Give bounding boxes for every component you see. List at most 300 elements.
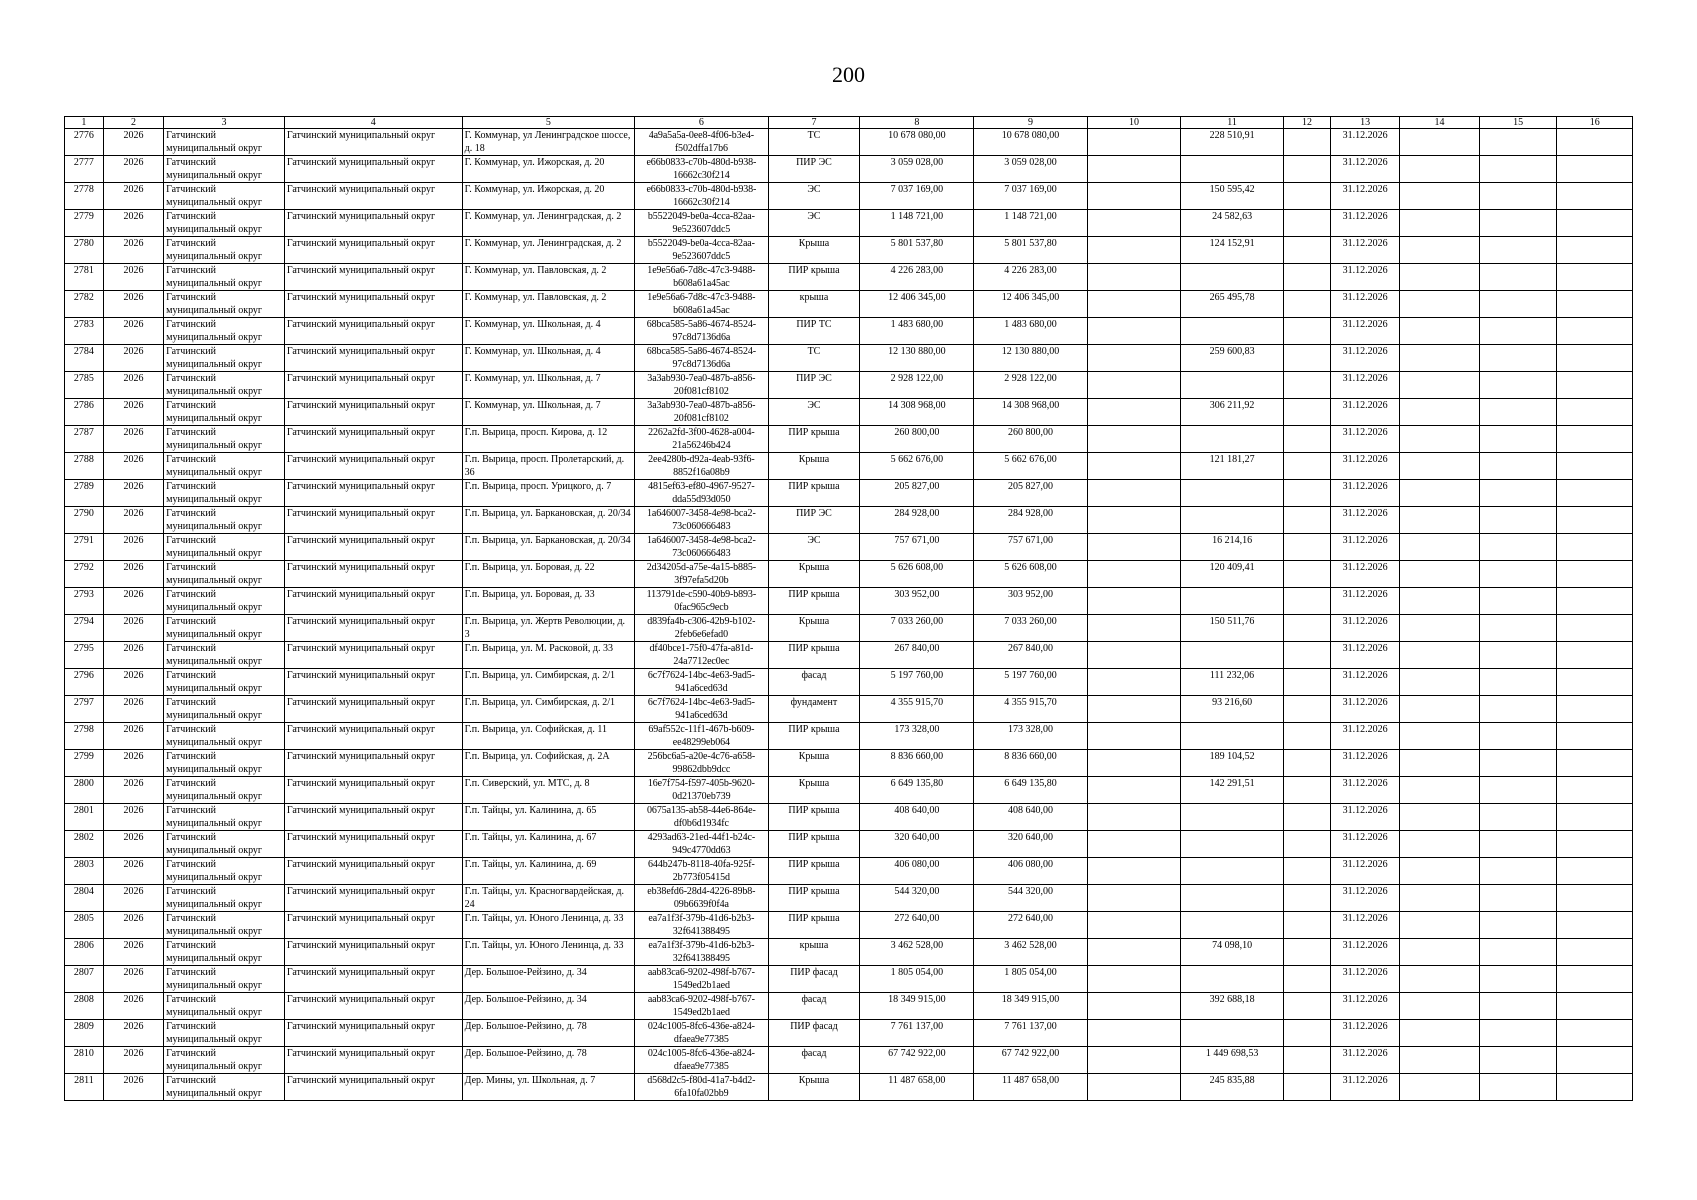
house-id-cell: 16e7f754-f597-405b-9620-0d21370eb739 xyxy=(635,777,769,804)
contribution-cell: 121 181,27 xyxy=(1181,453,1283,480)
cost-cell: 5 801 537,80 xyxy=(860,237,974,264)
row-number: 2811 xyxy=(65,1074,104,1101)
col10-cell xyxy=(1087,561,1181,588)
col15-cell xyxy=(1479,237,1557,264)
work-type-cell: фасад xyxy=(768,993,860,1020)
col16-cell xyxy=(1557,561,1633,588)
deadline-cell: 31.12.2026 xyxy=(1331,777,1400,804)
col16-cell xyxy=(1557,993,1633,1020)
municipality-cell: Гатчинский муниципальный округ xyxy=(164,1020,285,1047)
col10-cell xyxy=(1087,939,1181,966)
col10-cell xyxy=(1087,399,1181,426)
work-type-cell: ПИР ЭС xyxy=(768,372,860,399)
deadline-cell: 31.12.2026 xyxy=(1331,210,1400,237)
col16-cell xyxy=(1557,345,1633,372)
col10-cell xyxy=(1087,129,1181,156)
table-row xyxy=(65,912,1633,939)
deadline-cell: 31.12.2026 xyxy=(1331,129,1400,156)
work-type-cell: ПИР крыша xyxy=(768,858,860,885)
address-cell: Г. Коммунар, ул. Школьная, д. 4 xyxy=(462,345,634,372)
deadline-cell: 31.12.2026 xyxy=(1331,831,1400,858)
col14-cell xyxy=(1400,750,1480,777)
table-row xyxy=(65,804,1633,831)
col16-cell xyxy=(1557,183,1633,210)
work-type-cell: ПИР ТС xyxy=(768,318,860,345)
deadline-cell: 31.12.2026 xyxy=(1331,588,1400,615)
municipal-district-cell: Гатчинский муниципальный округ xyxy=(284,831,462,858)
address-cell: Г. Коммунар, ул. Павловская, д. 2 xyxy=(462,291,634,318)
col15-cell xyxy=(1479,453,1557,480)
deadline-cell: 31.12.2026 xyxy=(1331,804,1400,831)
address-cell: Г.п. Тайцы, ул. Калинина, д. 65 xyxy=(462,804,634,831)
col16-cell xyxy=(1557,210,1633,237)
row-number: 2793 xyxy=(65,588,104,615)
address-cell: Г.п. Вырица, ул. Софийская, д. 2А xyxy=(462,750,634,777)
year-cell: 2026 xyxy=(103,804,163,831)
col12-cell xyxy=(1283,750,1330,777)
col16-cell xyxy=(1557,453,1633,480)
column-number-header: 16 xyxy=(1557,117,1633,129)
house-id-cell: 3a3ab930-7ea0-487b-a856-20f081cf8102 xyxy=(635,399,769,426)
table-row xyxy=(65,561,1633,588)
table-row xyxy=(65,1020,1633,1047)
table-row xyxy=(65,345,1633,372)
work-type-cell: фасад xyxy=(768,1047,860,1074)
deadline-cell: 31.12.2026 xyxy=(1331,966,1400,993)
column-number-header: 6 xyxy=(635,117,769,129)
row-number: 2800 xyxy=(65,777,104,804)
contribution-cell xyxy=(1181,966,1283,993)
municipality-cell: Гатчинский муниципальный округ xyxy=(164,426,285,453)
house-id-cell: 024c1005-8fc6-436e-a824-dfaea9e77385 xyxy=(635,1047,769,1074)
work-type-cell: Крыша xyxy=(768,561,860,588)
col12-cell xyxy=(1283,588,1330,615)
year-cell: 2026 xyxy=(103,912,163,939)
table-row xyxy=(65,183,1633,210)
house-id-cell: b5522049-be0a-4cca-82aa-9e523607ddc5 xyxy=(635,210,769,237)
total-cost-cell: 5 197 760,00 xyxy=(974,669,1087,696)
house-id-cell: 1a646007-3458-4e98-bca2-73c060666483 xyxy=(635,534,769,561)
municipal-district-cell: Гатчинский муниципальный округ xyxy=(284,237,462,264)
row-number: 2806 xyxy=(65,939,104,966)
address-cell: Г.п. Вырица, просп. Пролетарский, д. 36 xyxy=(462,453,634,480)
row-number: 2799 xyxy=(65,750,104,777)
house-id-cell: ea7a1f3f-379b-41d6-b2b3-32f641388495 xyxy=(635,912,769,939)
col16-cell xyxy=(1557,372,1633,399)
municipality-cell: Гатчинский муниципальный округ xyxy=(164,858,285,885)
municipality-cell: Гатчинский муниципальный округ xyxy=(164,777,285,804)
col15-cell xyxy=(1479,804,1557,831)
total-cost-cell: 3 462 528,00 xyxy=(974,939,1087,966)
address-cell: Г. Коммунар, ул. Ленинградская, д. 2 xyxy=(462,237,634,264)
municipal-district-cell: Гатчинский муниципальный округ xyxy=(284,345,462,372)
contribution-cell xyxy=(1181,723,1283,750)
address-cell: Г. Коммунар, ул Ленинградское шоссе, д. 18 xyxy=(462,129,634,156)
work-type-cell: Крыша xyxy=(768,453,860,480)
total-cost-cell: 2 928 122,00 xyxy=(974,372,1087,399)
address-cell: Дер. Большое-Рейзино, д. 78 xyxy=(462,1020,634,1047)
address-cell: Г. Коммунар, ул. Школьная, д. 7 xyxy=(462,372,634,399)
cost-cell: 406 080,00 xyxy=(860,858,974,885)
col14-cell xyxy=(1400,804,1480,831)
contribution-cell xyxy=(1181,912,1283,939)
deadline-cell: 31.12.2026 xyxy=(1331,318,1400,345)
year-cell: 2026 xyxy=(103,750,163,777)
col16-cell xyxy=(1557,1047,1633,1074)
year-cell: 2026 xyxy=(103,615,163,642)
table-row xyxy=(65,885,1633,912)
work-type-cell: ПИР крыша xyxy=(768,264,860,291)
table-row xyxy=(65,723,1633,750)
row-number: 2792 xyxy=(65,561,104,588)
col12-cell xyxy=(1283,993,1330,1020)
house-id-cell: 3a3ab930-7ea0-487b-a856-20f081cf8102 xyxy=(635,372,769,399)
house-id-cell: 1e9e56a6-7d8c-47c3-9488-b608a61a45ac xyxy=(635,291,769,318)
col10-cell xyxy=(1087,237,1181,264)
year-cell: 2026 xyxy=(103,318,163,345)
year-cell: 2026 xyxy=(103,669,163,696)
col12-cell xyxy=(1283,129,1330,156)
col15-cell xyxy=(1479,534,1557,561)
work-type-cell: ПИР крыша xyxy=(768,480,860,507)
deadline-cell: 31.12.2026 xyxy=(1331,561,1400,588)
col10-cell xyxy=(1087,885,1181,912)
row-number: 2807 xyxy=(65,966,104,993)
column-number-header: 5 xyxy=(462,117,634,129)
col16-cell xyxy=(1557,723,1633,750)
row-number: 2797 xyxy=(65,696,104,723)
table-row xyxy=(65,993,1633,1020)
municipal-district-cell: Гатчинский муниципальный округ xyxy=(284,966,462,993)
contribution-cell: 142 291,51 xyxy=(1181,777,1283,804)
year-cell: 2026 xyxy=(103,858,163,885)
deadline-cell: 31.12.2026 xyxy=(1331,669,1400,696)
year-cell: 2026 xyxy=(103,642,163,669)
deadline-cell: 31.12.2026 xyxy=(1331,912,1400,939)
col14-cell xyxy=(1400,831,1480,858)
col16-cell xyxy=(1557,642,1633,669)
column-number-header: 12 xyxy=(1283,117,1330,129)
col15-cell xyxy=(1479,642,1557,669)
column-number-header: 7 xyxy=(768,117,860,129)
total-cost-cell: 303 952,00 xyxy=(974,588,1087,615)
total-cost-cell: 406 080,00 xyxy=(974,858,1087,885)
house-id-cell: 4815ef63-ef80-4967-9527-dda55d93d050 xyxy=(635,480,769,507)
table-row xyxy=(65,480,1633,507)
row-number: 2798 xyxy=(65,723,104,750)
col10-cell xyxy=(1087,750,1181,777)
address-cell: Г.п. Тайцы, ул. Красногвардейская, д. 24 xyxy=(462,885,634,912)
municipality-cell: Гатчинский муниципальный округ xyxy=(164,912,285,939)
col12-cell xyxy=(1283,939,1330,966)
col12-cell xyxy=(1283,372,1330,399)
contribution-cell: 1 449 698,53 xyxy=(1181,1047,1283,1074)
municipality-cell: Гатчинский муниципальный округ xyxy=(164,399,285,426)
address-cell: Г.п. Вырица, ул. Баркановская, д. 20/34 xyxy=(462,534,634,561)
col16-cell xyxy=(1557,777,1633,804)
total-cost-cell: 267 840,00 xyxy=(974,642,1087,669)
total-cost-cell: 6 649 135,80 xyxy=(974,777,1087,804)
row-number: 2782 xyxy=(65,291,104,318)
municipality-cell: Гатчинский муниципальный округ xyxy=(164,129,285,156)
year-cell: 2026 xyxy=(103,183,163,210)
col14-cell xyxy=(1400,858,1480,885)
municipal-district-cell: Гатчинский муниципальный округ xyxy=(284,723,462,750)
table-row xyxy=(65,669,1633,696)
municipal-district-cell: Гатчинский муниципальный округ xyxy=(284,399,462,426)
work-type-cell: ПИР фасад xyxy=(768,1020,860,1047)
municipality-cell: Гатчинский муниципальный округ xyxy=(164,210,285,237)
col10-cell xyxy=(1087,912,1181,939)
house-id-cell: 68bca585-5a86-4674-8524-97c8d7136d6a xyxy=(635,318,769,345)
col16-cell xyxy=(1557,237,1633,264)
work-type-cell: ТС xyxy=(768,129,860,156)
col12-cell xyxy=(1283,1074,1330,1101)
row-number: 2801 xyxy=(65,804,104,831)
col15-cell xyxy=(1479,291,1557,318)
year-cell: 2026 xyxy=(103,156,163,183)
contribution-cell: 392 688,18 xyxy=(1181,993,1283,1020)
work-type-cell: ПИР крыша xyxy=(768,642,860,669)
work-type-cell: Крыша xyxy=(768,237,860,264)
col12-cell xyxy=(1283,210,1330,237)
year-cell: 2026 xyxy=(103,885,163,912)
row-number: 2781 xyxy=(65,264,104,291)
col12-cell xyxy=(1283,183,1330,210)
table-row xyxy=(65,939,1633,966)
house-id-cell: 2262a2fd-3f00-4628-a004-21a56246b424 xyxy=(635,426,769,453)
year-cell: 2026 xyxy=(103,1074,163,1101)
total-cost-cell: 18 349 915,00 xyxy=(974,993,1087,1020)
column-number-header: 3 xyxy=(164,117,285,129)
municipality-cell: Гатчинский муниципальный округ xyxy=(164,615,285,642)
house-id-cell: 024c1005-8fc6-436e-a824-dfaea9e77385 xyxy=(635,1020,769,1047)
col15-cell xyxy=(1479,777,1557,804)
municipality-cell: Гатчинский муниципальный округ xyxy=(164,156,285,183)
row-number: 2779 xyxy=(65,210,104,237)
deadline-cell: 31.12.2026 xyxy=(1331,183,1400,210)
table-row xyxy=(65,696,1633,723)
cost-cell: 5 197 760,00 xyxy=(860,669,974,696)
table-row xyxy=(65,966,1633,993)
total-cost-cell: 7 037 169,00 xyxy=(974,183,1087,210)
col14-cell xyxy=(1400,426,1480,453)
contribution-cell: 120 409,41 xyxy=(1181,561,1283,588)
table-row xyxy=(65,615,1633,642)
deadline-cell: 31.12.2026 xyxy=(1331,480,1400,507)
col10-cell xyxy=(1087,723,1181,750)
address-cell: Г.п. Вырица, ул. Софийская, д. 11 xyxy=(462,723,634,750)
address-cell: Г.п. Вырица, ул. Боровая, д. 33 xyxy=(462,588,634,615)
municipality-cell: Гатчинский муниципальный округ xyxy=(164,588,285,615)
col12-cell xyxy=(1283,831,1330,858)
municipality-cell: Гатчинский муниципальный округ xyxy=(164,750,285,777)
contribution-cell: 124 152,91 xyxy=(1181,237,1283,264)
col16-cell xyxy=(1557,966,1633,993)
col16-cell xyxy=(1557,507,1633,534)
contribution-cell: 150 595,42 xyxy=(1181,183,1283,210)
col16-cell xyxy=(1557,480,1633,507)
municipality-cell: Гатчинский муниципальный округ xyxy=(164,993,285,1020)
col15-cell xyxy=(1479,588,1557,615)
col15-cell xyxy=(1479,912,1557,939)
total-cost-cell: 408 640,00 xyxy=(974,804,1087,831)
year-cell: 2026 xyxy=(103,237,163,264)
cost-cell: 67 742 922,00 xyxy=(860,1047,974,1074)
col10-cell xyxy=(1087,588,1181,615)
col14-cell xyxy=(1400,615,1480,642)
cost-cell: 18 349 915,00 xyxy=(860,993,974,1020)
total-cost-cell: 1 148 721,00 xyxy=(974,210,1087,237)
municipal-district-cell: Гатчинский муниципальный округ xyxy=(284,777,462,804)
col14-cell xyxy=(1400,1074,1480,1101)
row-number: 2805 xyxy=(65,912,104,939)
deadline-cell: 31.12.2026 xyxy=(1331,642,1400,669)
contribution-cell xyxy=(1181,642,1283,669)
cost-cell: 3 462 528,00 xyxy=(860,939,974,966)
row-number: 2808 xyxy=(65,993,104,1020)
work-type-cell: ЭС xyxy=(768,183,860,210)
work-type-cell: ЭС xyxy=(768,210,860,237)
cost-cell: 757 671,00 xyxy=(860,534,974,561)
col10-cell xyxy=(1087,453,1181,480)
work-type-cell: ПИР крыша xyxy=(768,912,860,939)
address-cell: Дер. Большое-Рейзино, д. 78 xyxy=(462,1047,634,1074)
house-id-cell: aab83ca6-9202-498f-b767-1549ed2b1aed xyxy=(635,966,769,993)
municipality-cell: Гатчинский муниципальный округ xyxy=(164,561,285,588)
contribution-cell xyxy=(1181,804,1283,831)
total-cost-cell: 1 805 054,00 xyxy=(974,966,1087,993)
col16-cell xyxy=(1557,858,1633,885)
contribution-cell xyxy=(1181,318,1283,345)
year-cell: 2026 xyxy=(103,966,163,993)
work-type-cell: фасад xyxy=(768,669,860,696)
house-id-cell: 4a9a5a5a-0ee8-4f06-b3e4-f502dffa17b6 xyxy=(635,129,769,156)
municipal-district-cell: Гатчинский муниципальный округ xyxy=(284,1074,462,1101)
contribution-cell: 74 098,10 xyxy=(1181,939,1283,966)
year-cell: 2026 xyxy=(103,534,163,561)
col16-cell xyxy=(1557,129,1633,156)
cost-cell: 303 952,00 xyxy=(860,588,974,615)
col15-cell xyxy=(1479,993,1557,1020)
municipal-district-cell: Гатчинский муниципальный округ xyxy=(284,750,462,777)
contribution-cell xyxy=(1181,426,1283,453)
deadline-cell: 31.12.2026 xyxy=(1331,426,1400,453)
deadline-cell: 31.12.2026 xyxy=(1331,993,1400,1020)
deadline-cell: 31.12.2026 xyxy=(1331,723,1400,750)
cost-cell: 205 827,00 xyxy=(860,480,974,507)
year-cell: 2026 xyxy=(103,993,163,1020)
col14-cell xyxy=(1400,507,1480,534)
deadline-cell: 31.12.2026 xyxy=(1331,237,1400,264)
col15-cell xyxy=(1479,1047,1557,1074)
col12-cell xyxy=(1283,912,1330,939)
address-cell: Г.п. Вырица, просп. Кирова, д. 12 xyxy=(462,426,634,453)
municipal-district-cell: Гатчинский муниципальный округ xyxy=(284,210,462,237)
table-row xyxy=(65,534,1633,561)
col16-cell xyxy=(1557,318,1633,345)
address-cell: Г.п. Вырица, ул. Баркановская, д. 20/34 xyxy=(462,507,634,534)
col15-cell xyxy=(1479,561,1557,588)
cost-cell: 6 649 135,80 xyxy=(860,777,974,804)
table-row xyxy=(65,507,1633,534)
municipality-cell: Гатчинский муниципальный округ xyxy=(164,453,285,480)
col16-cell xyxy=(1557,615,1633,642)
contribution-cell xyxy=(1181,588,1283,615)
municipality-cell: Гатчинский муниципальный округ xyxy=(164,669,285,696)
municipality-cell: Гатчинский муниципальный округ xyxy=(164,345,285,372)
year-cell: 2026 xyxy=(103,129,163,156)
table-row xyxy=(65,750,1633,777)
col15-cell xyxy=(1479,507,1557,534)
contribution-cell: 16 214,16 xyxy=(1181,534,1283,561)
table-row xyxy=(65,129,1633,156)
row-number: 2785 xyxy=(65,372,104,399)
col14-cell xyxy=(1400,480,1480,507)
table-row xyxy=(65,642,1633,669)
contribution-cell: 245 835,88 xyxy=(1181,1074,1283,1101)
contribution-cell xyxy=(1181,885,1283,912)
deadline-cell: 31.12.2026 xyxy=(1331,264,1400,291)
row-number: 2795 xyxy=(65,642,104,669)
contribution-cell: 24 582,63 xyxy=(1181,210,1283,237)
deadline-cell: 31.12.2026 xyxy=(1331,615,1400,642)
row-number: 2802 xyxy=(65,831,104,858)
municipal-district-cell: Гатчинский муниципальный округ xyxy=(284,696,462,723)
col16-cell xyxy=(1557,264,1633,291)
col14-cell xyxy=(1400,318,1480,345)
col14-cell xyxy=(1400,129,1480,156)
col12-cell xyxy=(1283,156,1330,183)
col15-cell xyxy=(1479,210,1557,237)
address-cell: Г.п. Тайцы, ул. Калинина, д. 67 xyxy=(462,831,634,858)
row-number: 2780 xyxy=(65,237,104,264)
work-type-cell: крыша xyxy=(768,291,860,318)
total-cost-cell: 757 671,00 xyxy=(974,534,1087,561)
work-type-cell: ПИР крыша xyxy=(768,588,860,615)
column-number-header: 11 xyxy=(1181,117,1283,129)
deadline-cell: 31.12.2026 xyxy=(1331,885,1400,912)
contribution-cell: 306 211,92 xyxy=(1181,399,1283,426)
table-row xyxy=(65,318,1633,345)
year-cell: 2026 xyxy=(103,831,163,858)
house-id-cell: df40bce1-75f0-47fa-a81d-24a7712ec0ec xyxy=(635,642,769,669)
col10-cell xyxy=(1087,291,1181,318)
contribution-cell xyxy=(1181,480,1283,507)
col10-cell xyxy=(1087,156,1181,183)
work-type-cell: ЭС xyxy=(768,399,860,426)
row-number: 2776 xyxy=(65,129,104,156)
col12-cell xyxy=(1283,426,1330,453)
contribution-cell: 259 600,83 xyxy=(1181,345,1283,372)
deadline-cell: 31.12.2026 xyxy=(1331,1020,1400,1047)
col12-cell xyxy=(1283,345,1330,372)
work-type-cell: ЭС xyxy=(768,534,860,561)
col10-cell xyxy=(1087,993,1181,1020)
municipality-cell: Гатчинский муниципальный округ xyxy=(164,966,285,993)
contribution-cell: 150 511,76 xyxy=(1181,615,1283,642)
col14-cell xyxy=(1400,885,1480,912)
col10-cell xyxy=(1087,858,1181,885)
contribution-cell xyxy=(1181,831,1283,858)
total-cost-cell: 14 308 968,00 xyxy=(974,399,1087,426)
total-cost-cell: 205 827,00 xyxy=(974,480,1087,507)
col16-cell xyxy=(1557,669,1633,696)
deadline-cell: 31.12.2026 xyxy=(1331,399,1400,426)
col16-cell xyxy=(1557,696,1633,723)
contribution-cell xyxy=(1181,372,1283,399)
cost-cell: 7 761 137,00 xyxy=(860,1020,974,1047)
